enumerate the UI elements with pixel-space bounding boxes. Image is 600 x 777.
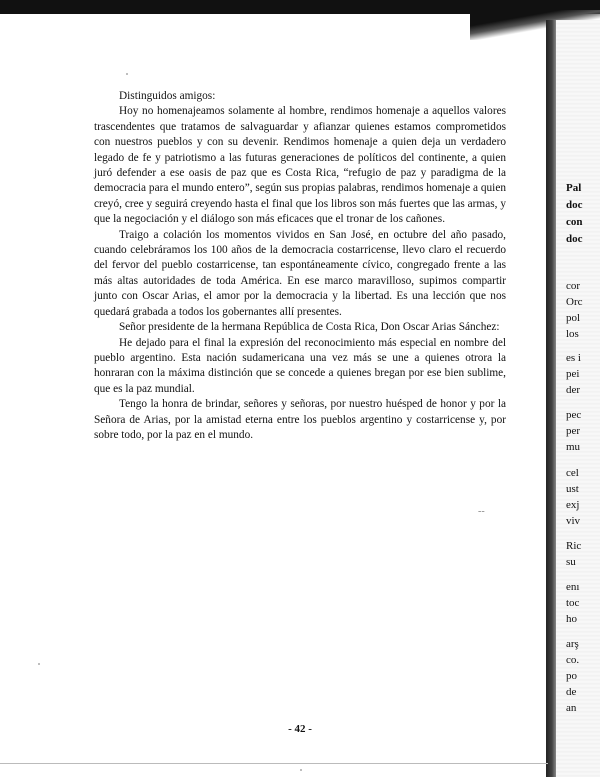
page-bottom-edge xyxy=(0,763,548,764)
facing-fragment: cel xyxy=(566,467,579,479)
facing-fragment: toc xyxy=(566,597,580,609)
facing-fragment: su xyxy=(566,556,576,568)
scan-speck xyxy=(126,73,128,75)
facing-fragment: los xyxy=(566,328,579,340)
facing-fragment: ho xyxy=(566,613,577,625)
facing-fragment: con xyxy=(566,216,583,228)
facing-fragment: pol xyxy=(566,312,581,324)
facing-fragment: arş xyxy=(566,638,579,650)
facing-fragment: pec xyxy=(566,409,582,421)
facing-fragment: es i xyxy=(566,352,581,364)
facing-fragment: viv xyxy=(566,515,581,527)
facing-fragment: co. xyxy=(566,654,580,666)
scan-speck xyxy=(38,663,40,665)
facing-fragment: ust xyxy=(566,483,579,495)
facing-fragment: enı xyxy=(566,581,580,593)
facing-fragment: Orc xyxy=(566,296,583,308)
paragraph-5: Tengo la honra de brindar, señores y señoras, por nuestro huésped de honor y por la Señora de Arias, por la amistad eterna entre los pueblos argentino y costarricense y, por sobre todo, por la paz en el mundo. xyxy=(94,398,506,441)
facing-fragment: po xyxy=(566,670,577,682)
facing-fragment: Ric xyxy=(566,540,582,552)
facing-fragment: doc xyxy=(566,233,583,245)
paragraph-4: He dejado para el final la expresión del reconocimiento más especial en nombre del pueblo argentino. Esta nación sudamericana una vez más se une a quienes otrora la honraran con la máxima distinción que se concede a quienes bregan por ese bien sublime, que es la paz mundial. xyxy=(94,336,506,395)
greeting: Distinguidos amigos: xyxy=(119,90,216,102)
speech-text xyxy=(94,89,506,443)
facing-fragment: exj xyxy=(566,499,580,511)
page-number: - 42 - xyxy=(288,723,312,735)
paragraph-2: Traigo a colación los momentos vividos en San José, en octubre del año pasado, cuando celebráramos los 100 años de la democracia costarricense, llevo claro el recuerdo del fervor del pueblo costarricense, tan espontáneamente cívico, congregado frente a las más altas autoridades de toda América. En ese marco maravilloso, supimos compartir junto con Oscar Arias, el amor por la democracia y la libertad. Es una lección que nos quedará grabada a todos los gobernantes allí presentes. xyxy=(94,228,506,318)
facing-fragment: mu xyxy=(566,441,581,453)
scan-speck xyxy=(300,769,302,771)
facing-fragment: an xyxy=(566,702,577,714)
facing-fragment: der xyxy=(566,384,581,396)
paragraph-3: Señor presidente de la hermana República de Costa Rica, Don Oscar Arias Sánchez: xyxy=(119,321,500,334)
facing-fragment: pei xyxy=(566,368,580,380)
facing-fragment: per xyxy=(566,425,581,437)
facing-fragment: doc xyxy=(566,199,583,211)
book-spine-shadow xyxy=(546,20,556,777)
margin-mark: -- xyxy=(478,506,485,517)
facing-fragment: de xyxy=(566,686,577,698)
facing-fragment: cor xyxy=(566,280,581,292)
facing-fragment: Pal xyxy=(566,182,582,194)
paragraph-1: Hoy no homenajeamos solamente al hombre, rendimos homenaje a aquellos valores trascendentes que tratamos de salvaguardar y afianzar quienes estamos comprometidos con nuestros pueblos y con su devenir. Rendimos homenaje a quien deja un verdadero legado de fe y patriotismo a las futuras generaciones de políticos del continente, a quien juró defender a ese oasis de paz que es Costa Rica, “refugio de paz y paradigma de la democracia para el mundo entero”, según sus propias palabras, rendimos homenaje a quien creyó, cree y seguirá creyendo hasta el final que los libros son más fuertes que las armas, y que la negociación y el diálogo son más eficaces que el tronar de los cañones. xyxy=(94,105,506,226)
